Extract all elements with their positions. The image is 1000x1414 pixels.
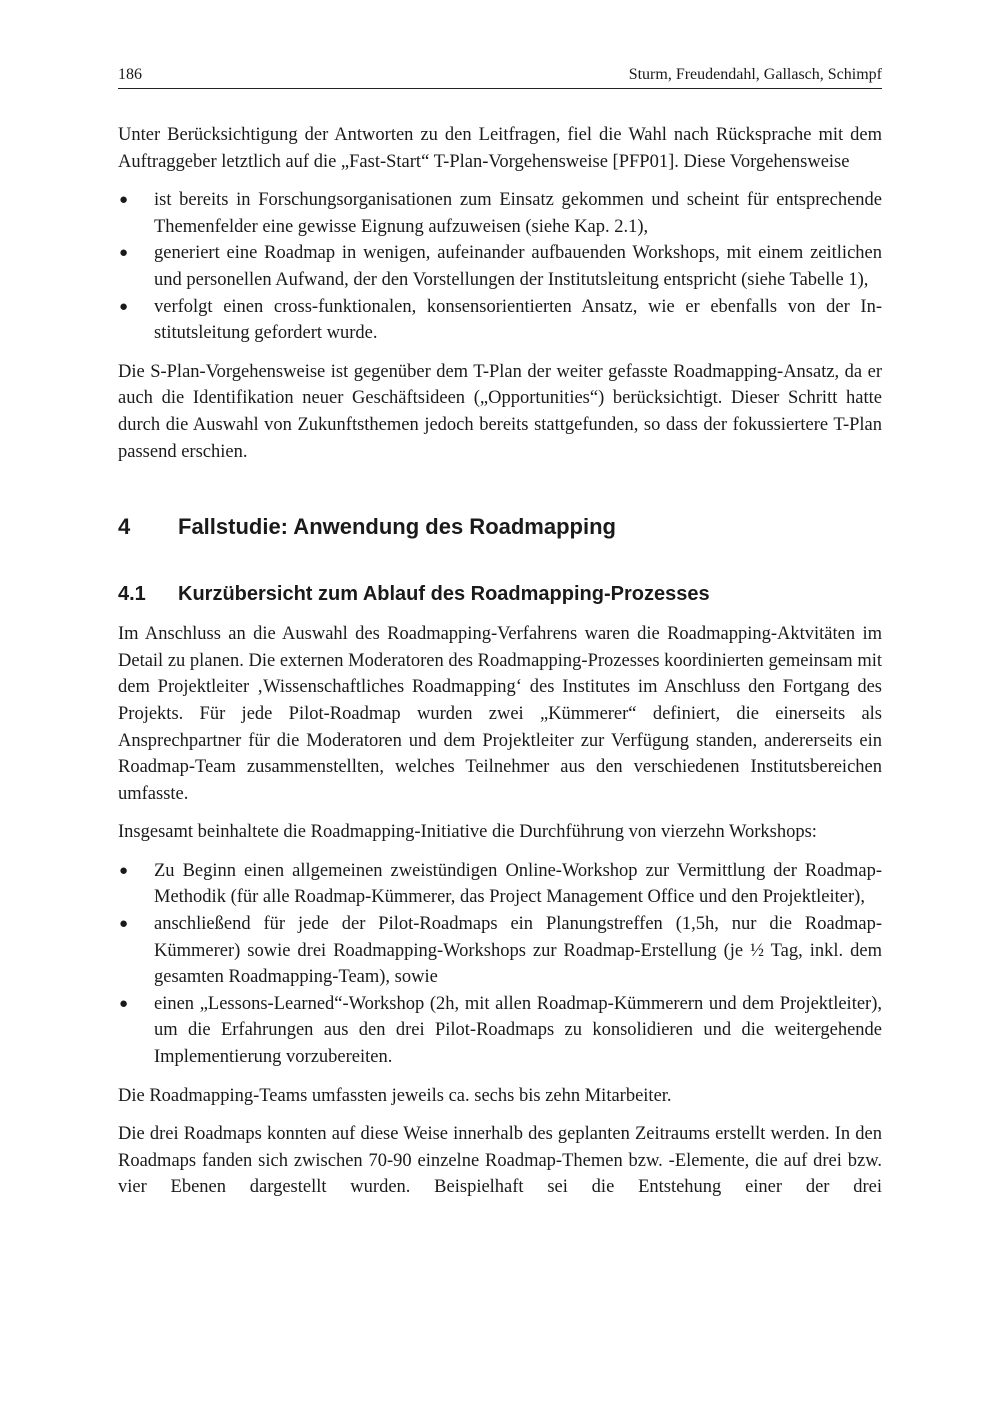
running-header-authors: Sturm, Freudendahl, Gallasch, Schimpf — [628, 66, 882, 83]
intro-bullet-list — [118, 187, 882, 347]
list-item-text: Zu Beginn einen allgemeinen zweistündigen Online-Workshop zur Vermittlung der Roadmap-Methodik (für alle Roadmap-Kümmerer, das Project Management Office und den Projektleiter), — [154, 860, 882, 908]
running-header — [118, 64, 882, 89]
bullet-icon: ● — [119, 862, 129, 879]
document-page — [118, 64, 882, 1201]
page-number: 186 — [118, 66, 142, 83]
subsection-title: Kurzübersicht zum Ablauf des Roadmapping-Prozesses — [178, 583, 710, 606]
bullet-icon: ● — [119, 245, 129, 262]
subsection-heading — [118, 581, 882, 607]
list-item — [118, 294, 882, 347]
s-plan-paragraph: Die S-Plan-Vorgehensweise ist gegenüber dem T-Plan der weiter gefasste Roadmapping-Ansatz, da er auch die Identifikation neuer Geschäftsideen („Opportunities“) berücksichtigt. Dieser Schritt hatte durch die Auswahl von Zukunftsthemen jedoch bereits stattgefunden, so dass der fokussiertere T-Plan passend erschien. — [118, 361, 882, 462]
list-item-text: generiert eine Roadmap in wenigen, aufeinander aufbauenden Workshops, mit einem zeitlichen und personellen Aufwand, der den Vorstellungen der Institutsleitung entspricht (siehe Tabelle 1), — [154, 243, 882, 290]
bullet-icon: ● — [119, 192, 129, 209]
list-item-text: einen „Lessons-Learned“-Workshop (2h, mit allen Roadmap-Kümmerern und dem Projektleiter), um die Erfahrungen aus den drei Pilot-Roadmaps zu konsolidieren und die weitergehende Implementierung vorzubereiten. — [154, 993, 882, 1068]
list-item-text: ist bereits in Forschungsorganisationen zum Einsatz gekommen und scheint für entsprechende Themenfelder eine gewisse Eignung aufzuweisen (siehe Kap. 2.1), — [154, 190, 882, 237]
bullet-icon: ● — [119, 298, 129, 315]
planning-paragraph: Im Anschluss an die Auswahl des Roadmapping-Verfahrens waren die Roadmapping-Aktvitäten im Detail zu planen. Die externen Moderatoren des Roadmapping-Prozesses koordinierten gemeinsam mit dem Projektleiter ‚Wissenschaftliches Roadmapping‘ des Institutes im Anschluss den Fortgang des Projekts. Für jede Pilot-Roadmap wurden zwei „Kümmerer“ definiert, die einerseits als Ansprechpartner für die Moderatoren und dem Projektleiter zur Verfügung standen, andererseits ein Roadmap-Team zusammenstellten, welches Teilnehmer aus den verschiedenen Institutsbereichen umfasste. — [118, 624, 882, 804]
section-heading — [118, 513, 882, 541]
section-number: 4 — [118, 514, 131, 540]
list-item — [118, 187, 882, 240]
list-item-text: verfolgt einen cross-funktionalen, konsensorientierten Ansatz, wie er ebenfalls von der Institutsleitung gefordert wurde. — [154, 296, 882, 344]
teams-paragraph: Die Roadmapping-Teams umfassten jeweils ca. sechs bis zehn Mitarbeiter. — [118, 1085, 672, 1106]
list-item — [118, 991, 882, 1071]
section-title: Fallstudie: Anwendung des Roadmapping — [178, 514, 616, 540]
subsection-number: 4.1 — [118, 583, 146, 606]
bullet-icon: ● — [119, 995, 129, 1012]
list-item — [118, 858, 882, 911]
bullet-icon: ● — [119, 916, 129, 933]
list-item — [118, 240, 882, 293]
roadmaps-paragraph: Die drei Roadmaps konnten auf diese Weise innerhalb des geplanten Zeitraums erstellt werden. In den Roadmaps fanden sich zwischen 70-90 einzelne Roadmap-Themen bzw. -Elemente, die auf drei bzw. vier Ebenen dargestellt wurden. Beispielhaft sei die Entstehung einer der drei — [118, 1124, 882, 1198]
workshop-bullet-list — [118, 858, 882, 1071]
list-item-text: anschließend für jede der Pilot-Roadmaps ein Planungstreffen (1,5h, nur die Roadmap-Kümmerer) sowie drei Roadmapping-Workshops zur Roadmap-Erstellung (je ½ Tag, inkl. dem gesamten Roadmapping-Team), sowie — [154, 914, 882, 988]
intro-paragraph: Unter Berücksichtigung der Antworten zu den Leitfragen, fiel die Wahl nach Rücksprache mit dem Auftraggeber letztlich auf die „Fast-Start“ T-Plan-Vorgehensweise [PFP01]. Diese Vorgehensweise — [118, 125, 882, 172]
workshops-intro-paragraph: Insgesamt beinhaltete die Roadmapping-Initiative die Durchführung von vierzehn Workshops: — [118, 822, 817, 843]
list-item — [118, 911, 882, 991]
